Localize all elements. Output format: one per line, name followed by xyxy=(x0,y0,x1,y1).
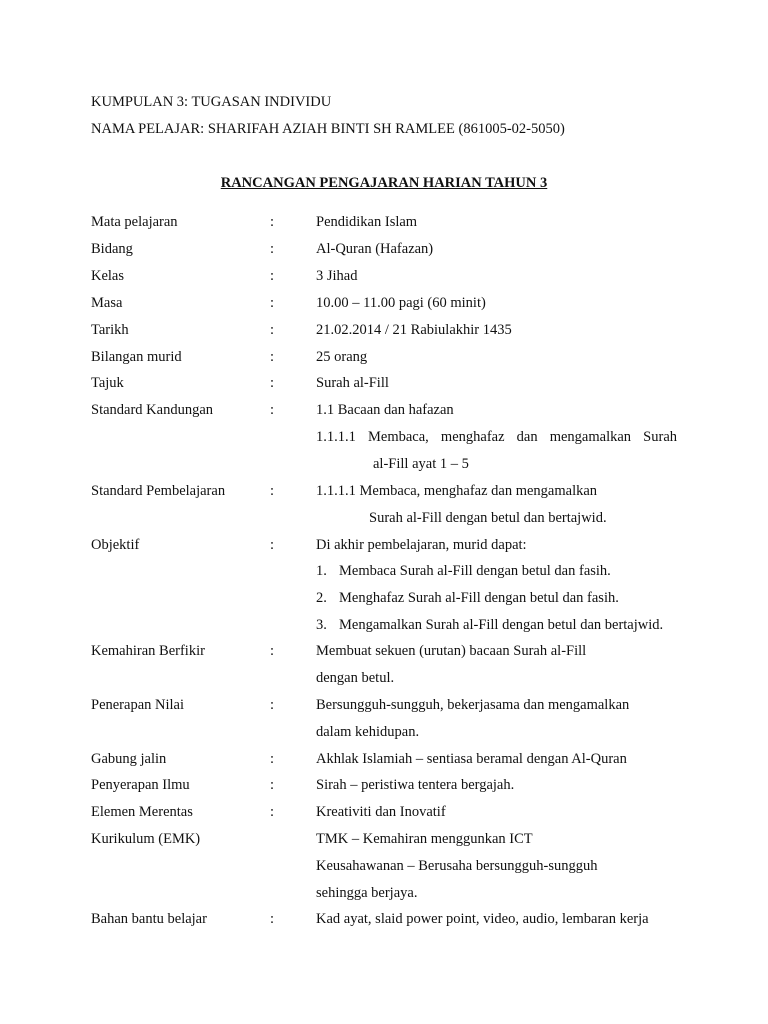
standard-kandungan-sub-line2: al-Fill ayat 1 – 5 xyxy=(373,456,469,472)
value-gabung-jalin: Akhlak Islamiah – sentiasa beramal dengan Al-Quran xyxy=(316,751,627,767)
colon: : xyxy=(270,322,275,338)
label-penyerapan-ilmu: Penyerapan Ilmu xyxy=(91,777,190,793)
document-title: RANCANGAN PENGAJARAN HARIAN TAHUN 3 xyxy=(220,175,548,191)
emk-line2: TMK – Kemahiran menggunkan ICT xyxy=(316,831,533,847)
colon: : xyxy=(270,643,275,659)
colon: : xyxy=(270,483,275,499)
emk-line1: Kreativiti dan Inovatif xyxy=(316,804,446,820)
value-tarikh: 21.02.2014 / 21 Rabiulakhir 1435 xyxy=(316,322,512,338)
value-tajuk: Surah al-Fill xyxy=(316,375,389,391)
objective-item: Mengamalkan Surah al-Fill dengan betul dan bertajwid. xyxy=(339,617,664,633)
penerapan-nilai-line2: dalam kehidupan. xyxy=(316,724,420,740)
value-penyerapan-ilmu: Sirah – peristiwa tentera bergajah. xyxy=(316,777,515,793)
colon: : xyxy=(270,911,275,927)
colon: : xyxy=(270,295,275,311)
colon: : xyxy=(270,804,275,820)
colon: : xyxy=(270,751,275,767)
label-kemahiran-berfikir: Kemahiran Berfikir xyxy=(91,643,205,659)
label-bidang: Bidang xyxy=(91,241,133,257)
objective-number: 3. xyxy=(316,617,327,633)
colon: : xyxy=(270,697,275,713)
standard-kandungan-sub-line1: 1.1.1.1 Membaca, menghafaz dan mengamalkan Surah xyxy=(316,429,677,445)
objective-number: 2. xyxy=(316,590,327,606)
standard-pembelajaran-line1: 1.1.1.1 Membaca, menghafaz dan mengamalkan xyxy=(316,483,598,499)
colon: : xyxy=(270,375,275,391)
student-name: NAMA PELAJAR: SHARIFAH AZIAH BINTI SH RAMLEE (861005-02-5050) xyxy=(91,121,565,137)
colon: : xyxy=(270,777,275,793)
label-masa: Masa xyxy=(91,295,123,311)
label-emk-line2: Kurikulum (EMK) xyxy=(91,831,201,847)
value-standard-kandungan: 1.1 Bacaan dan hafazan xyxy=(316,402,454,418)
label-standard-pembelajaran: Standard Pembelajaran xyxy=(91,483,226,499)
colon: : xyxy=(270,214,275,230)
objective-number: 1. xyxy=(316,563,327,579)
label-standard-kandungan: Standard Kandungan xyxy=(91,402,214,418)
penerapan-nilai-line1: Bersungguh-sungguh, bekerjasama dan mengamalkan xyxy=(316,697,630,713)
colon: : xyxy=(270,537,275,553)
kemahiran-berfikir-line1: Membuat sekuen (urutan) bacaan Surah al-Fill xyxy=(316,643,587,659)
label-kelas: Kelas xyxy=(91,268,125,284)
colon: : xyxy=(270,268,275,284)
group-heading: KUMPULAN 3: TUGASAN INDIVIDU xyxy=(91,94,332,110)
value-bahan-bantu-belajar: Kad ayat, slaid power point, video, audio, lembaran kerja xyxy=(316,911,649,927)
colon: : xyxy=(270,402,275,418)
objektif-intro: Di akhir pembelajaran, murid dapat: xyxy=(316,537,527,553)
objective-item: Membaca Surah al-Fill dengan betul dan fasih. xyxy=(339,563,611,579)
value-bilangan-murid: 25 orang xyxy=(316,349,368,365)
objective-item: Menghafaz Surah al-Fill dengan betul dan fasih. xyxy=(339,590,619,606)
label-objektif: Objektif xyxy=(91,537,140,553)
colon: : xyxy=(270,241,275,257)
label-mata-pelajaran: Mata pelajaran xyxy=(91,214,178,230)
label-gabung-jalin: Gabung jalin xyxy=(91,751,167,767)
label-penerapan-nilai: Penerapan Nilai xyxy=(91,697,185,713)
value-masa: 10.00 – 11.00 pagi (60 minit) xyxy=(316,295,486,311)
label-tajuk: Tajuk xyxy=(91,375,124,391)
value-mata-pelajaran: Pendidikan Islam xyxy=(316,214,418,230)
emk-line3: Keusahawanan – Berusaha bersungguh-sungguh xyxy=(316,858,598,874)
label-bilangan-murid: Bilangan murid xyxy=(91,349,182,365)
label-bahan-bantu-belajar: Bahan bantu belajar xyxy=(91,911,207,927)
kemahiran-berfikir-line2: dengan betul. xyxy=(316,670,395,686)
value-kelas: 3 Jihad xyxy=(316,268,358,284)
standard-pembelajaran-line2: Surah al-Fill dengan betul dan bertajwid. xyxy=(369,510,607,526)
label-emk-line1: Elemen Merentas xyxy=(91,804,193,820)
colon: : xyxy=(270,349,275,365)
value-bidang: Al-Quran (Hafazan) xyxy=(316,241,434,257)
emk-line4: sehingga berjaya. xyxy=(316,885,418,901)
label-tarikh: Tarikh xyxy=(91,322,129,338)
